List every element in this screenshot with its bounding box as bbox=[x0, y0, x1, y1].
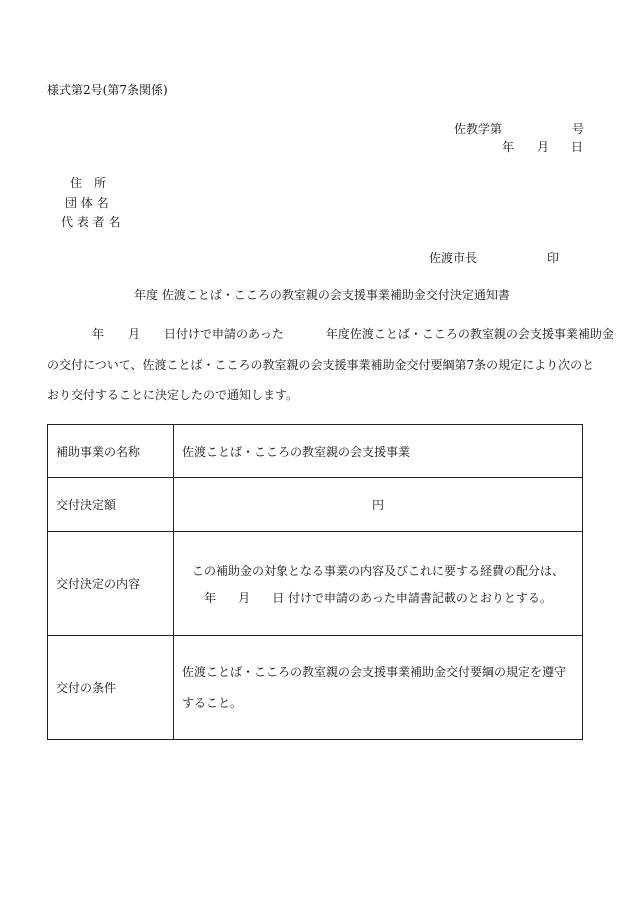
row-label-project-name: 補助事業の名称 bbox=[48, 425, 174, 478]
decision-month: 月 bbox=[238, 590, 251, 605]
document-number-suffix: 号 bbox=[572, 122, 585, 136]
row-value-amount: 円 bbox=[174, 478, 583, 532]
row-value-conditions bbox=[174, 636, 583, 740]
body-line-1 bbox=[47, 325, 614, 342]
recipient-organization-label: 団 体 名 bbox=[65, 196, 109, 210]
table-row bbox=[48, 478, 583, 532]
body-line-3: おり交付することに決定したので通知します。 bbox=[47, 388, 299, 402]
document-title: 年度 佐渡ことば・こころの教室親の会支援事業補助金交付決定通知書 bbox=[134, 288, 510, 302]
date-day: 日 bbox=[571, 140, 584, 154]
date-month: 月 bbox=[537, 140, 550, 154]
form-number: 様式第2号(第7条関係) bbox=[47, 83, 168, 97]
decision-year: 年 bbox=[204, 590, 217, 605]
table-row bbox=[48, 425, 583, 478]
body-month: 月 bbox=[128, 327, 141, 341]
decision-line2-rest: 日 付けで申請のあった申請書記載のとおりとする。 bbox=[272, 590, 552, 605]
recipient-representative-label: 代 表 者 名 bbox=[61, 215, 121, 229]
row-value-decision-content bbox=[174, 532, 583, 636]
body-day-text: 日付けで申請のあった bbox=[164, 327, 284, 341]
row-label-decision-content: 交付決定の内容 bbox=[48, 532, 174, 636]
row-label-amount: 交付決定額 bbox=[48, 478, 174, 532]
body-line1-rest: 年度佐渡ことば・こころの教室親の会支援事業補助金 bbox=[325, 327, 614, 341]
seal-mark: 印 bbox=[547, 251, 560, 265]
decision-content-line-1: この補助金の対象となる事業の内容及びこれに要する経費の配分は、 bbox=[191, 563, 564, 578]
grant-info-table bbox=[47, 424, 583, 740]
conditions-line-1: 佐渡ことば・こころの教室親の会支援事業補助金交付要綱の規定を遵守 bbox=[182, 664, 567, 679]
decision-content-line-2 bbox=[182, 589, 574, 606]
row-value-project-name: 佐渡ことば・こころの教室親の会支援事業 bbox=[174, 425, 583, 478]
body-line-2: の交付について、佐渡ことば・こころの教室親の会支援事業補助金交付要綱第7条の規定により次のと bbox=[47, 358, 595, 372]
body-year: 年 bbox=[92, 327, 105, 341]
table-row bbox=[48, 636, 583, 740]
date-year: 年 bbox=[502, 140, 515, 154]
recipient-address-label: 住 所 bbox=[70, 176, 107, 190]
row-label-conditions: 交付の条件 bbox=[48, 636, 174, 740]
conditions-line-2: すること。 bbox=[182, 695, 243, 710]
document-number-prefix: 佐教学第 bbox=[454, 122, 503, 136]
table-row bbox=[48, 532, 583, 636]
issuer-name: 佐渡市長 bbox=[429, 251, 478, 265]
